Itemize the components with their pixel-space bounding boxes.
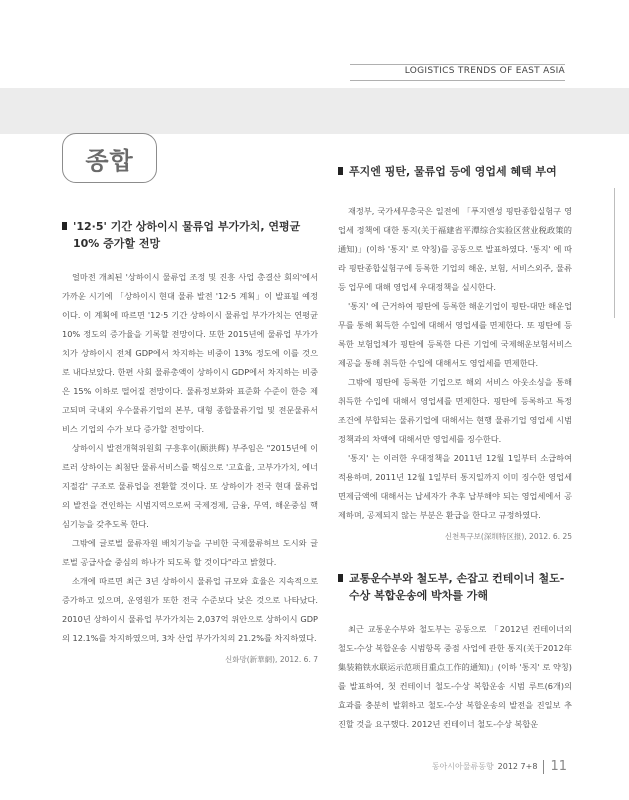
left-article-headline-row	[62, 218, 318, 252]
bullet-square-icon	[338, 167, 343, 175]
right-article-2-headline-row	[338, 570, 572, 604]
left-article-paragraph: 소개에 따르면 최근 3년 상하이시 물류업 규모와 효율은 지속적으로 증가하고 있으며, 운영원가 또한 전국 수준보다 낮은 것으로 나타났다. 2010년 상하이시 물류업 부가가치는 2,037억 위안으로 상하이시 GDP의 12.1%를 차지하였으며, 3차 산업 부가가치의 21.2%를 차지하였다.	[62, 576, 318, 643]
right-article-1	[338, 163, 572, 546]
header-gray-band	[0, 88, 629, 134]
running-header-title: LOGISTICS TRENDS OF EAST ASIA	[404, 66, 565, 76]
page-footer	[432, 759, 567, 774]
bullet-square-icon	[338, 574, 343, 582]
footer-separator	[543, 760, 544, 774]
right-article-1-headline-row	[338, 163, 572, 180]
right-article-2-paragraph: 최근 교통운수부와 철도부는 공동으로 「2012년 컨테이너의 철도-수상 복합운송 시범항목 중점 사업에 관한 통지(关于2012年集装箱铁水联运示范项目重点工作的通知)」(이하 '통지' 로 약칭)를 발표하여, 첫 컨테이너 철도-수상 복합운송 시범 루트(6개)의 효과를 충분히 발휘하고 철도-수상 복합운송의 발전을 진일보 추진할 것을 요구했다. 2012년 컨테이너 철도-수상 복합운	[338, 624, 572, 729]
right-article-1-paragraph: 재정부, 국가세무총국은 일전에 「푸지엔성 핑탄종합실험구 영업세 정책에 대한 통지(关于福建省平潭综合实验区营业税政策的通知)」(이하 '통지' 로 약칭)를 공동으로 발표하였다. '통지' 에 따라 핑탄종합실험구에 등록한 기업의 해운, 보험, 서비스외주, 물류 등 업무에 대해 영업세 우대정책을 실시한다.	[338, 206, 572, 292]
left-article-paragraph: 상하이시 발전개혁위원회 구흥후이(顾洪辉) 부주임은 "2015년에 이르러 상하이는 최첨단 물류서비스를 핵심으로 '고효율, 고부가가치, 에너지절감' 구조로 물류업을 전환할 것이다. 또 상하이가 전국 현대 물류업의 발전을 견인하는 시범지역으로써 국제경제, 금융, 무역, 해운중심 핵심기능을 갖추도록 한다.	[62, 443, 318, 529]
left-article-paragraph: 그밖에 글로벌 물류자원 배치기능을 구비한 국제물류허브 도시와 글로벌 공급사슬 중심의 하나가 되도록 할 것이다"라고 밝혔다.	[62, 538, 318, 567]
right-article-1-paragraph: '통지' 는 이러한 우대정책을 2011년 12월 1일부터 소급하여 적용하며, 2011년 12월 1일부터 통지일까지 이미 징수한 영업세 면제금액에 대해서는 납세자가 추후 납부해야 되는 영업세에서 공제하며, 공제되지 않는 부분은 환급을 한다고 규정하였다.	[338, 453, 572, 520]
header-rule-bottom	[350, 80, 565, 81]
left-article-headline: '12·5' 기간 상하이시 물류업 부가가치, 연평균 10% 증가할 전망	[73, 220, 301, 250]
section-label: 종합	[62, 133, 157, 183]
left-article-paragraph: 얼마전 개최된 '상하이시 물류업 조정 및 진흥 사업 총결산 회의'에서 가까운 시기에 「상하이시 현대 물류 발전 '12·5 계획」이 발표될 예정이다. 이 계획에 따르면 '12·5 기간 상하이시 물류업 부가가치는 연평균 10% 정도의 증가율을 기록할 전망이다. 또한 2015년에 물류업 부가가치가 상하이시 전체 GDP에서 차지하는 비중이 13% 정도에 이를 것으로 내다보았다. 한편 사회 물류총액이 상하이시 GDP에서 차지하는 비중은 15% 이하로 떨어질 전망이다. 물류정보화와 표준화 수준이 한층 제고되며 국내외 우수물류기업의 본부, 대형 종합물류기업 및 전문물류서비스 기업의 수가 보다 증가할 전망이다.	[62, 272, 318, 434]
footer-issue: 2012 7+8	[497, 762, 538, 771]
right-article-1-paragraph: '통지' 에 근거하여 핑탄에 등록한 해운기업이 핑탄-대만 해운업무를 통해 획득한 수입에 대해서 영업세를 면제한다. 또 핑탄에 등록한 보험업체가 핑탄에 등록한 다른 기업에 국제해운보험서비스 제공을 통해 취득한 수입에 대해서도 영업세를 면제한다.	[338, 301, 572, 368]
left-article-source: 신화망(新華網), 2012. 6. 7	[224, 655, 318, 664]
right-article-2-headline: 교통운수부와 철도부, 손잡고 컨테이너 철도-수상 복합운송에 박차를 가해	[349, 572, 565, 602]
header-rule-top	[350, 64, 565, 65]
right-article-2	[338, 570, 572, 734]
left-article	[62, 218, 318, 669]
footer-magazine-name: 동아시아물류동향	[431, 762, 494, 771]
margin-vertical-rule	[614, 188, 615, 318]
bullet-square-icon	[62, 222, 67, 230]
right-article-1-source: 신천특구보(深圳特区报), 2012. 6. 25	[444, 532, 572, 541]
right-article-1-paragraph: 그밖에 핑탄에 등록한 기업으로 해외 서비스 아웃소싱을 통해 취득한 수입에 대해서 영업세를 면제한다. 핑탄에 등록하고 특정 조건에 부합되는 물류기업에 대해서는 현행 물류기업 영업세 시범정책과의 차액에 대해서만 영업세를 징수한다.	[338, 377, 572, 444]
page-number: 11	[550, 759, 567, 774]
right-article-1-headline: 푸지엔 핑탄, 물류업 등에 영업세 혜택 부여	[349, 165, 557, 178]
